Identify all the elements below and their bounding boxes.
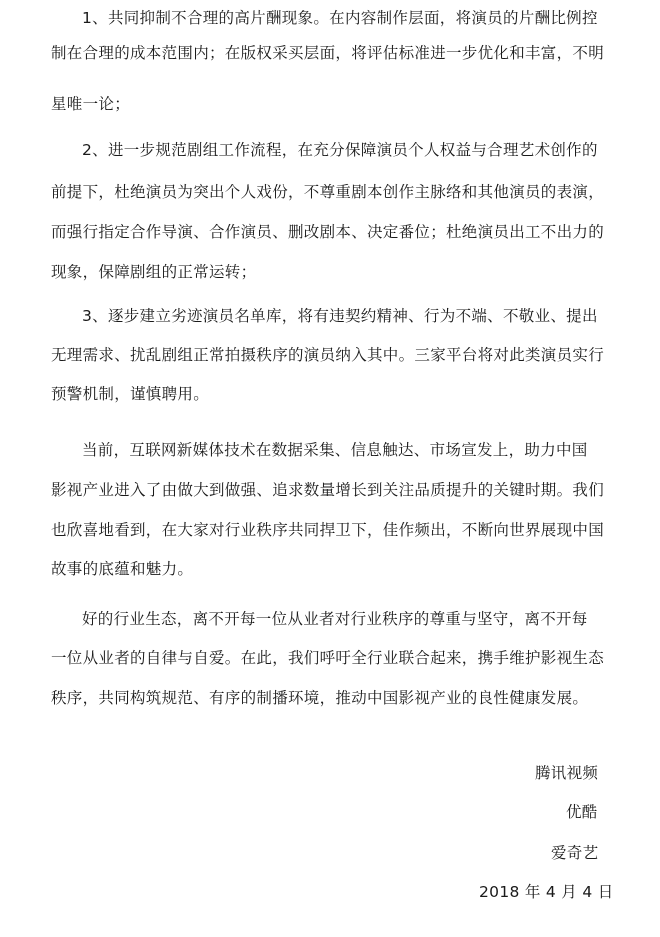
paragraph-line: 故事的底蕴和魅力。	[51, 560, 194, 578]
paragraph-line: 而强行指定合作导演、合作演员、删改剧本、决定番位；杜绝演员出工不出力的	[51, 223, 605, 241]
paragraph-line: 制在合理的成本范围内；在版权采买层面，将评估标准进一步优化和丰富，不明	[51, 44, 605, 62]
signature-youku: 优酷	[566, 803, 598, 821]
paragraph-line: 预警机制，谨慎聘用。	[51, 385, 210, 403]
paragraph-line: 1、共同抑制不合理的高片酬现象。在内容制作层面，将演员的片酬比例控	[82, 9, 598, 27]
signature-tencent-video: 腾讯视频	[535, 764, 599, 782]
paragraph-line: 3、逐步建立劣迹演员名单库，将有违契约精神、行为不端、不敬业、提出	[82, 307, 598, 325]
paragraph-line: 星唯一论；	[51, 95, 131, 113]
paragraph-line: 影视产业进入了由做大到做强、追求数量增长到关注品质提升的关键时期。我们	[51, 481, 605, 499]
document-date: 2018 年 4 月 4 日	[479, 883, 614, 901]
paragraph-line: 也欣喜地看到，在大家对行业秩序共同捍卫下，佳作频出，不断向世界展现中国	[51, 521, 605, 539]
paragraph-line: 2、进一步规范剧组工作流程，在充分保障演员个人权益与合理艺术创作的	[82, 141, 598, 159]
paragraph-line: 当前，互联网新媒体技术在数据采集、信息触达、市场宣发上，助力中国	[82, 441, 588, 459]
paragraph-line: 前提下，杜绝演员为突出个人戏份，不尊重剧本创作主脉络和其他演员的表演，	[51, 183, 605, 201]
paragraph-line: 好的行业生态，离不开每一位从业者对行业秩序的尊重与坚守，离不开每	[82, 610, 588, 628]
paragraph-line: 现象，保障剧组的正常运转；	[51, 263, 257, 281]
paragraph-line: 秩序，共同构筑规范、有序的制播环境，推动中国影视产业的良性健康发展。	[51, 689, 589, 707]
paragraph-line: 一位从业者的自律与自爱。在此，我们呼吁全行业联合起来，携手维护影视生态	[51, 649, 605, 667]
signature-iqiyi: 爱奇艺	[551, 844, 599, 862]
paragraph-line: 无理需求、扰乱剧组正常拍摄秩序的演员纳入其中。三家平台将对此类演员实行	[51, 346, 605, 364]
